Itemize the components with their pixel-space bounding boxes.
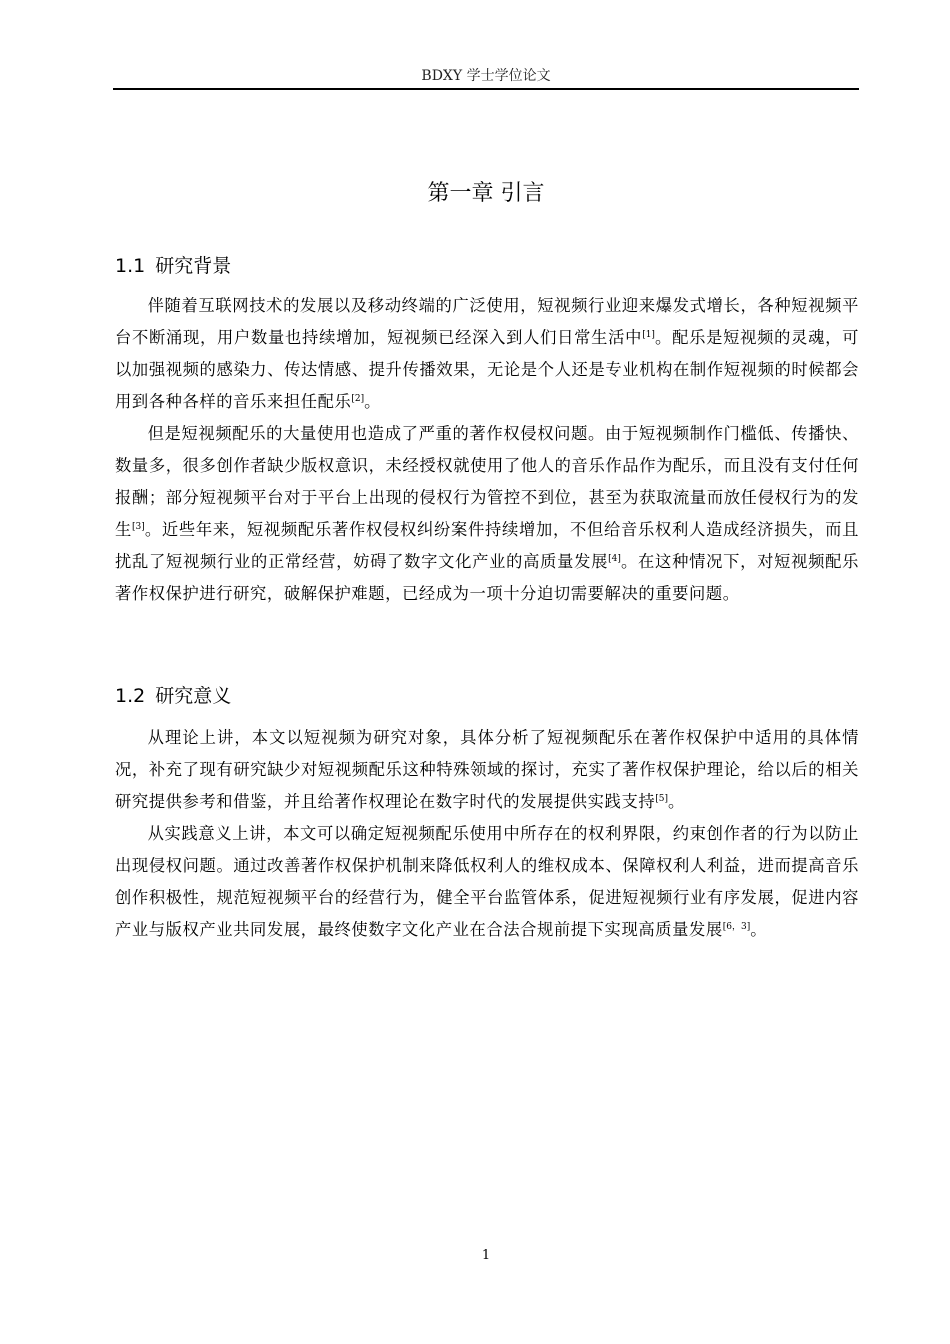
page-header — [113, 64, 859, 90]
paragraph-text: 。 — [364, 392, 381, 411]
section-body-background — [115, 290, 859, 610]
section-title: 研究意义 — [155, 685, 232, 707]
paragraph-text: 从实践意义上讲，本文可以确定短视频配乐使用中所存在的权利界限，约束创作者的行为以防止出现侵权问题。通过改善著作权保护机制来降低权利人的维权成本、保障权利人利益，进而提高音乐创作积极性，规范短视频平台的经营行为，健全平台监管体系，促进短视频行业有序发展，促进内容产业与版权产业共同发展，最终使数字文化产业在合法合规前提下实现高质量发展 — [115, 824, 859, 939]
paragraph-text: 从理论上讲，本文以短视频为研究对象，具体分析了短视频配乐在著作权保护中适用的具体情况，补充了现有研究缺少对短视频配乐这种特殊领域的探讨，充实了著作权保护理论，给以后的相关研究提供参考和借鉴，并且给著作权理论在数字时代的发展提供实践支持 — [115, 728, 859, 811]
section-title: 研究背景 — [155, 255, 232, 277]
paragraph — [115, 418, 859, 610]
header-title: BDXY 学士学位论文 — [421, 68, 551, 84]
paragraph-text: 。配乐是短视频的灵魂，可以加强视频的感染力、传达情感、提升传播效果，无论是个人还是专业机构在制作短视频的时候都会用到各种各样的音乐来担任配乐 — [115, 328, 860, 411]
citation: [5] — [655, 794, 668, 804]
citation: [1] — [642, 330, 655, 340]
section-number: 1.1 — [115, 255, 146, 277]
page-number: 1 — [481, 1248, 491, 1263]
citation: [4] — [608, 554, 621, 564]
paragraph — [115, 818, 859, 946]
paragraph-text: 但是短视频配乐的大量使用也造成了严重的著作权侵权问题。由于短视频制作门槛低、传播快、数量多，很多创作者缺少版权意识，未经授权就使用了他人的音乐作品作为配乐，而且没有支付任何报酬；部分短视频平台对于平台上出现的侵权行为管控不到位，甚至为获取流量而放任侵权行为的发生 — [115, 424, 859, 539]
section-heading-significance — [115, 682, 859, 710]
paragraph-text: 。近些年来，短视频配乐著作权侵权纠纷案件持续增加，不但给音乐权利人造成经济损失，而且扰乱了短视频行业的正常经营，妨碍了数字文化产业的高质量发展 — [115, 520, 859, 571]
chapter-title: 第一章 引言 — [427, 181, 545, 206]
section-heading-background — [115, 252, 859, 280]
section-body-significance — [115, 722, 859, 946]
paragraph-text: 伴随着互联网技术的发展以及移动终端的广泛使用，短视频行业迎来爆发式增长，各种短视频平台不断涌现，用户数量也持续增加，短视频已经深入到人们日常生活中 — [115, 296, 859, 347]
paragraph-text: 。 — [667, 792, 685, 811]
paragraph — [115, 722, 859, 818]
section-number: 1.2 — [115, 685, 146, 707]
paragraph-text: 。在这种情况下，对短视频配乐著作权保护进行研究，破解保护难题，已经成为一项十分迫切需要解决的重要问题。 — [115, 552, 860, 603]
paragraph-text: 。 — [750, 920, 768, 939]
citation: [2] — [351, 394, 365, 404]
paragraph — [115, 290, 859, 418]
citation: [3] — [132, 522, 145, 532]
citation: [6，3] — [722, 922, 751, 932]
